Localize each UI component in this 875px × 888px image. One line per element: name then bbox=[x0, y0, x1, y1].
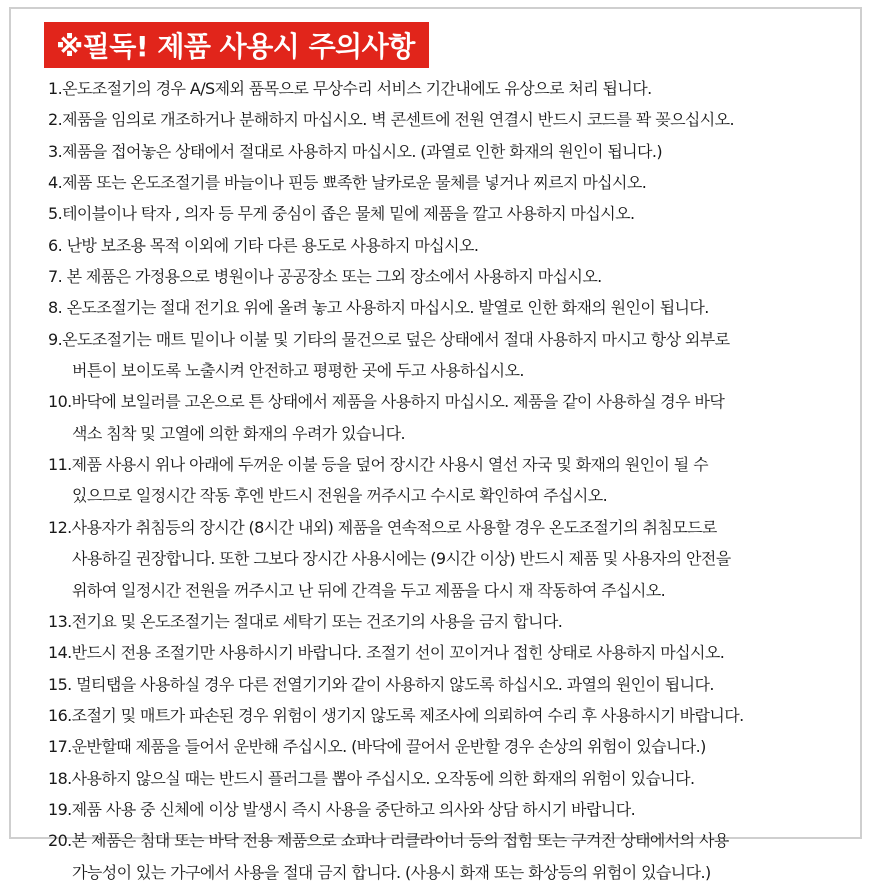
notice-number: 20. bbox=[48, 831, 72, 851]
notice-text: 위하여 일정시간 전원을 꺼주시고 난 뒤에 간격을 두고 제품을 다시 재 작동하여 주십시오. bbox=[72, 580, 666, 600]
notice-text: 온도조절기는 매트 밑이나 이불 및 기타의 물건으로 덮은 상태에서 절대 사용하지 마시고 항상 외부로 bbox=[62, 329, 730, 349]
notice-number: 8. bbox=[48, 298, 63, 318]
notice-text: 온도조절기의 경우 A/S제외 품목으로 무상수리 서비스 기간내에도 유상으로 처리 됩니다. bbox=[62, 79, 652, 98]
notice-item-3 bbox=[48, 136, 858, 167]
notice-number: 4. bbox=[48, 173, 63, 193]
notice-text: 제품 사용시 위나 아래에 두꺼운 이불 등을 덮어 장시간 사용시 열선 자국 및 화재의 원인이 될 수 bbox=[71, 455, 708, 475]
notice-text: 제품을 임의로 개조하거나 분해하지 마십시오. 벽 콘센트에 전원 연결시 반드시 코드를 꽉 꽂으십시오. bbox=[62, 110, 734, 130]
notice-text: 전기요 및 온도조절기는 절대로 세탁기 또는 건조기의 사용을 금지 합니다. bbox=[71, 611, 563, 631]
notice-number: 11. bbox=[48, 455, 72, 475]
notice-item-19 bbox=[48, 794, 858, 825]
notice-text: 운반할때 제품을 들어서 운반해 주십시오. (바닥에 끌어서 운반할 경우 손상의 위험이 있습니다.) bbox=[71, 737, 706, 757]
notice-number: 19. bbox=[48, 799, 72, 819]
notice-line bbox=[48, 825, 858, 856]
notice-item-10 bbox=[48, 386, 858, 449]
notice-item-8 bbox=[48, 292, 858, 323]
notice-line bbox=[48, 104, 858, 135]
notice-item-17 bbox=[48, 731, 858, 762]
notice-line bbox=[48, 198, 858, 229]
notice-text: 가능성이 있는 가구에서 사용을 절대 금지 합니다. (사용시 화재 또는 화상등의 위험이 있습니다.) bbox=[72, 862, 711, 882]
notice-number: 6. bbox=[48, 235, 63, 255]
notice-text: 색소 침착 및 고열에 의한 화재의 우려가 있습니다. bbox=[72, 423, 406, 443]
notice-text: 본 제품은 가정용으로 병원이나 공공장소 또는 그외 장소에서 사용하지 마십시오. bbox=[62, 267, 602, 287]
notice-item-18 bbox=[48, 763, 858, 794]
notice-line bbox=[48, 449, 858, 480]
notice-line-continued bbox=[48, 543, 858, 574]
notice-line-continued bbox=[48, 480, 858, 511]
notice-text: 제품 사용 중 신체에 이상 발생시 즉시 사용을 중단하고 의사와 상담 하시기 바랍니다. bbox=[71, 799, 636, 819]
notice-number: 3. bbox=[48, 141, 63, 161]
notice-number: 17. bbox=[48, 737, 72, 757]
notice-line-continued bbox=[48, 575, 858, 606]
notice-number: 12. bbox=[48, 517, 72, 537]
notice-text: 제품을 접어놓은 상태에서 절대로 사용하지 마십시오. (과열로 인한 화재의 원인이 됩니다.) bbox=[62, 141, 663, 161]
notice-item-6 bbox=[48, 230, 858, 261]
title-banner bbox=[44, 22, 429, 68]
notice-line bbox=[48, 606, 858, 637]
notice-text: 사용자가 취침등의 장시간 (8시간 내외) 제품을 연속적으로 사용할 경우 온도조절기의 취침모드로 bbox=[71, 517, 717, 537]
notice-text: 테이블이나 탁자 , 의자 등 무게 중심이 좁은 물체 밑에 제품을 깔고 사용하지 마십시오. bbox=[62, 204, 635, 224]
notice-line bbox=[48, 136, 858, 167]
notice-line bbox=[48, 73, 858, 104]
notice-line bbox=[48, 512, 858, 543]
notice-number: 13. bbox=[48, 611, 72, 631]
notice-sheet bbox=[9, 7, 862, 882]
notice-item-13 bbox=[48, 606, 858, 637]
notice-text: 본 제품은 침대 또는 바닥 전용 제품으로 쇼파나 리클라이너 등의 접힘 또는 구겨진 상태에서의 사용 bbox=[71, 831, 729, 851]
notice-line bbox=[48, 167, 858, 198]
notice-line-continued bbox=[48, 355, 858, 386]
notice-item-4 bbox=[48, 167, 858, 198]
notice-text: 사용하길 권장합니다. 또한 그보다 장시간 사용시에는 (9시간 이상) 반드시 제품 및 사용자의 안전을 bbox=[72, 549, 731, 569]
notice-line bbox=[48, 763, 858, 794]
notice-item-20 bbox=[48, 825, 858, 888]
notice-item-9 bbox=[48, 324, 858, 387]
notice-text: 제품 또는 온도조절기를 바늘이나 핀등 뾰족한 날카로운 물체를 넣거나 찌르지 마십시오. bbox=[62, 173, 647, 193]
notice-line bbox=[48, 386, 858, 417]
notice-number: 16. bbox=[48, 705, 72, 725]
notice-item-16 bbox=[48, 700, 858, 731]
notice-line bbox=[48, 261, 858, 292]
notice-number: 5. bbox=[48, 204, 63, 224]
notice-item-14 bbox=[48, 637, 858, 668]
notice-line bbox=[48, 669, 858, 700]
notice-line bbox=[48, 324, 858, 355]
notice-line bbox=[48, 700, 858, 731]
notice-item-15 bbox=[48, 669, 858, 700]
notice-text: 바닥에 보일러를 고온으로 튼 상태에서 제품을 사용하지 마십시오. 제품을 같이 사용하실 경우 바닥 bbox=[71, 392, 725, 412]
notice-number: 1. bbox=[48, 79, 63, 98]
notice-number: 18. bbox=[48, 768, 72, 788]
notice-item-1 bbox=[48, 73, 858, 104]
notice-item-7 bbox=[48, 261, 858, 292]
page-title: ※필독! 제품 사용시 주의사항 bbox=[56, 30, 415, 63]
notice-number: 9. bbox=[48, 329, 63, 349]
notice-line bbox=[48, 731, 858, 762]
notice-text: 온도조절기는 절대 전기요 위에 올려 놓고 사용하지 마십시오. 발열로 인한 화재의 원인이 됩니다. bbox=[62, 298, 709, 318]
notice-number: 15. bbox=[48, 674, 72, 694]
notice-text: 멀티탭을 사용하실 경우 다른 전열기기와 같이 사용하지 않도록 하십시오. 과열의 원인이 됩니다. bbox=[71, 674, 714, 694]
notice-item-12 bbox=[48, 512, 858, 606]
notice-line-continued bbox=[48, 418, 858, 449]
notice-text: 버튼이 보이도록 노출시켜 안전하고 평평한 곳에 두고 사용하십시오. bbox=[72, 361, 524, 381]
notice-text: 조절기 및 매트가 파손된 경우 위험이 생기지 않도록 제조사에 의뢰하여 수리 후 사용하시기 바랍니다. bbox=[71, 705, 744, 725]
notice-line bbox=[48, 794, 858, 825]
notice-text: 있으므로 일정시간 작동 후엔 반드시 전원을 꺼주시고 수시로 확인하여 주십시오. bbox=[72, 486, 608, 506]
notice-list bbox=[48, 73, 858, 888]
notice-text: 난방 보조용 목적 이외에 기타 다른 용도로 사용하지 마십시오. bbox=[62, 235, 479, 255]
notice-item-11 bbox=[48, 449, 858, 512]
notice-line-continued bbox=[48, 857, 858, 888]
notice-number: 10. bbox=[48, 392, 72, 412]
notice-number: 14. bbox=[48, 643, 72, 663]
notice-number: 7. bbox=[48, 267, 63, 287]
notice-text: 반드시 전용 조절기만 사용하시기 바랍니다. 조절기 선이 꼬이거나 접힌 상태로 사용하지 마십시오. bbox=[71, 643, 725, 663]
notice-item-5 bbox=[48, 198, 858, 229]
notice-line bbox=[48, 292, 858, 323]
notice-line bbox=[48, 637, 858, 668]
notice-item-2 bbox=[48, 104, 858, 135]
notice-line bbox=[48, 230, 858, 261]
notice-number: 2. bbox=[48, 110, 63, 130]
notice-text: 사용하지 않으실 때는 반드시 플러그를 뽑아 주십시오. 오작동에 의한 화재의 위험이 있습니다. bbox=[71, 768, 695, 788]
